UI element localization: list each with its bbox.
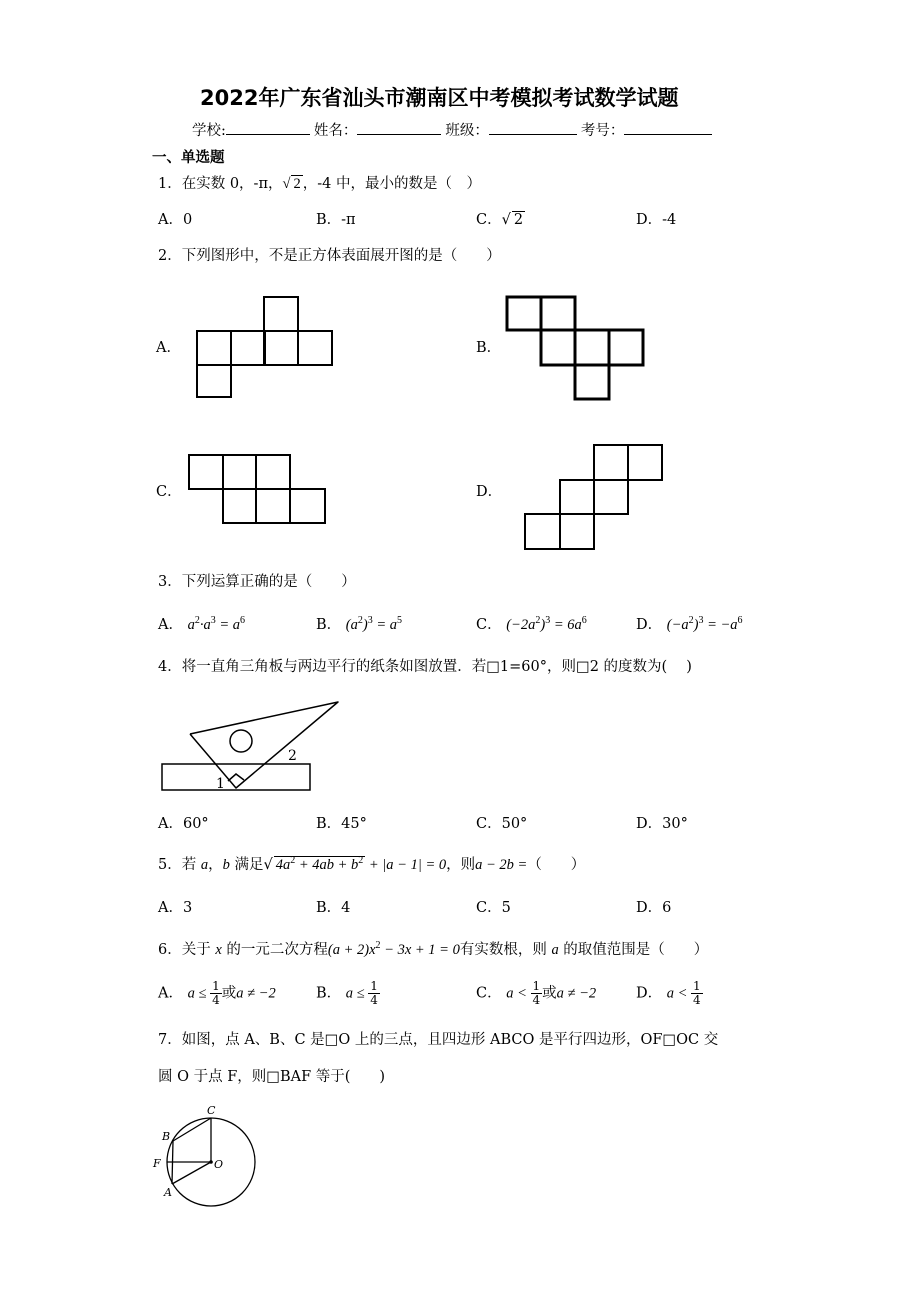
q5-text-pre: 5．若 (158, 857, 201, 873)
number-blank[interactable] (624, 120, 712, 135)
q6-text-pre: 6．关于 (158, 942, 216, 958)
student-info-line (192, 120, 716, 141)
angle-2-label: 2 (288, 748, 297, 764)
q1-text-pre: 1．在实数 0，-π， (158, 176, 283, 192)
school-label: 学校: (192, 123, 226, 139)
segment-ba (172, 1141, 173, 1184)
segment-cb (173, 1118, 211, 1141)
q6-option-b-label: B． (316, 985, 342, 1002)
question-6-stem: 6．关于 x 的一元二次方程$(a + 2)x^2 - 3x + 1 = 0$有实数根，则 a 的取值范围是（ ） (158, 940, 709, 958)
q6-option-c[interactable]: C． a < $\frac{1}{4}$ 或a ≠ −2 (476, 979, 597, 1007)
q2-option-c[interactable]: C． (156, 484, 182, 500)
q1-option-b[interactable]: B．-π (316, 212, 356, 228)
q5-var-b: b (222, 857, 230, 873)
page-title: 2022年广东省汕头市潮南区中考模拟考试数学试题 (200, 86, 679, 110)
q6-a-frac-den: 4 (212, 993, 220, 1007)
q6-option-a-label: A． (158, 985, 183, 1002)
number-label: 考号： (580, 123, 625, 139)
class-blank[interactable] (489, 120, 577, 135)
q6-d-frac-num: 1 (693, 979, 701, 993)
question-3-stem: 3．下列运算正确的是（ ） (158, 574, 356, 590)
q6-c-frac-den: 4 (532, 993, 541, 1007)
q2-option-b[interactable]: B． (476, 340, 502, 356)
q5-text-end: （ ） (527, 857, 586, 873)
cube-net-c (188, 454, 328, 526)
q3-option-c[interactable]: C． $(-2a^2)^3 = 6a^6$ (476, 615, 587, 633)
circle-geometry-figure (150, 1100, 260, 1210)
q5-option-c[interactable]: C．5 (476, 900, 511, 916)
center-point (209, 1160, 213, 1164)
q6-c-frac-num: 1 (532, 979, 541, 993)
q6-text-post: 有实数根，则 (459, 942, 552, 958)
q6-d-frac-den: 4 (693, 993, 701, 1007)
q1-option-c[interactable]: C．√ 2 (476, 212, 524, 228)
point-label-a: A (164, 1186, 172, 1199)
triangle-strip-figure (160, 698, 350, 794)
cube-net-b (506, 296, 646, 402)
q1-text-post: ，-4 中，最小的数是（ ） (302, 176, 481, 192)
q4-option-a[interactable]: A．60° (158, 816, 209, 832)
q6-option-d[interactable]: D． a < $\frac{1}{4}$ (636, 979, 701, 1007)
q5-text-post: ，则 (446, 857, 476, 873)
q4-option-c[interactable]: C．50° (476, 816, 528, 832)
q6-option-a[interactable]: A． a ≤ $\frac{1}{4}$ 或a ≠ −2 (158, 979, 276, 1007)
school-blank[interactable] (226, 120, 310, 135)
q3-option-d[interactable]: D． $(-a^2)^3 = -a^6$ (636, 615, 743, 633)
q6-text-mid: 的一元二次方程 (221, 942, 328, 958)
q6-option-d-label: D． (636, 985, 663, 1002)
set-square-hole (230, 730, 252, 752)
q1-radicand: 2 (293, 176, 301, 192)
class-label: 班级： (445, 123, 489, 139)
point-label-b: B (162, 1130, 171, 1143)
question-7-line-2: 圆 O 于点 F，则□BAF 等于( ) (158, 1069, 386, 1085)
cube-net-d (524, 444, 666, 552)
q6-b-frac-num: 1 (370, 979, 378, 993)
q1-option-c-radicand: 2 (513, 212, 524, 228)
angle-1-label: 1 (216, 776, 225, 792)
set-square (190, 702, 338, 788)
q5-var-a: a (200, 857, 209, 873)
q3-option-a[interactable]: A． $a^2\cdot a^3 = a^6$ (158, 615, 246, 633)
q6-var-a: a (551, 942, 559, 958)
q1-option-a[interactable]: A．0 (158, 212, 193, 228)
q3-option-d-label: D． (636, 617, 663, 633)
paper-strip (162, 764, 310, 790)
q6-a-or: 或 (221, 985, 237, 1002)
q3-option-b[interactable]: B． $(a^2)^3 = a^5$ (316, 615, 402, 633)
q2-option-a[interactable]: A． (156, 340, 181, 356)
q4-option-b[interactable]: B．45° (316, 816, 367, 832)
q6-option-c-label: C． (476, 985, 502, 1002)
point-label-c: C (207, 1104, 216, 1117)
point-label-o: O (214, 1158, 224, 1171)
question-5-stem: 5．若 a，b 满足√ $4a^2 + 4ab + b^2 + |a - 1| = 0$，则a − 2b =（ ） (158, 855, 586, 873)
q6-option-b[interactable]: B． a ≤ $\frac{1}{4}$ (316, 979, 378, 1007)
q3-option-a-label: A． (158, 617, 183, 633)
q6-var-x: x (215, 942, 222, 958)
q6-b-frac-den: 4 (370, 993, 378, 1007)
question-1-stem: 1．在实数 0，-π，√ 2 ，-4 中，最小的数是（ ） (158, 176, 481, 192)
q5-text-mid: 满足 (229, 857, 264, 873)
q1-option-d[interactable]: D．-4 (636, 212, 677, 228)
cube-net-a (196, 296, 336, 400)
q3-option-c-label: C． (476, 617, 502, 633)
q6-text-end: 的取值范围是（ ） (558, 942, 709, 958)
q1-option-c-label: C． (476, 212, 502, 228)
name-label: 姓名： (313, 123, 358, 139)
q5-option-a[interactable]: A．3 (158, 900, 193, 916)
section-heading: 一、单选题 (152, 150, 225, 166)
q6-c-or: 或 (542, 985, 557, 1002)
question-4-stem: 4．将一直角三角板与两边平行的纸条如图放置．若□1=60°，则□2 的度数为( ) (158, 659, 692, 675)
segment-ao (172, 1162, 211, 1184)
right-angle-mark (228, 774, 244, 781)
q3-option-b-label: B． (316, 617, 342, 633)
q5-comma: ， (208, 857, 223, 873)
question-2-stem: 2．下列图形中，不是正方体表面展开图的是（ ） (158, 248, 501, 264)
q2-option-d[interactable]: D． (476, 484, 503, 500)
q4-option-d[interactable]: D．30° (636, 816, 688, 832)
q5-option-b[interactable]: B．4 (316, 900, 351, 916)
q6-a-frac-num: 1 (212, 979, 220, 993)
q5-option-d[interactable]: D．6 (636, 900, 672, 916)
point-label-f: F (153, 1157, 161, 1170)
question-7-line-1: 7．如图，点 A、B、C 是□O 上的三点，且四边形 ABCO 是平行四边形，OF□OC 交 (158, 1032, 719, 1048)
name-blank[interactable] (357, 120, 441, 135)
